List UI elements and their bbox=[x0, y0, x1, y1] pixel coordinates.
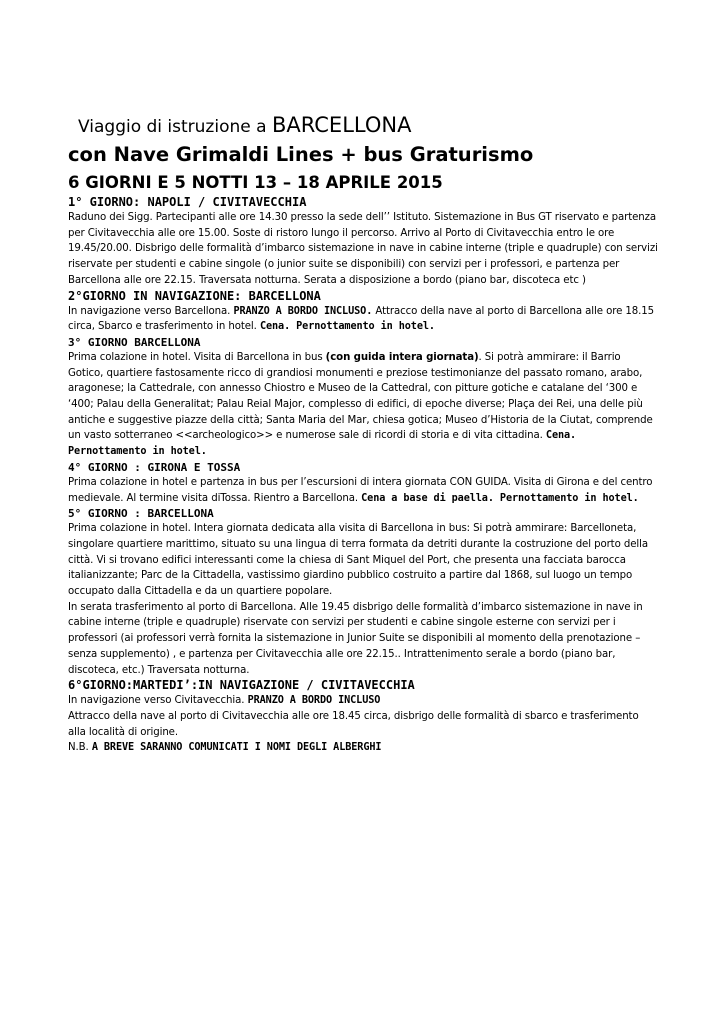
day6-text-2: Attracco della nave al porto di Civitavecchia alle ore 18.45 circa, disbrigo delle formalità di sbarco e trasferimento alla località di origine. bbox=[68, 710, 639, 738]
trip-title-prefix: Viaggio di istruzione a bbox=[78, 117, 272, 137]
day4-dinner-overnight: Cena a base di paella. Pernottamento in hotel. bbox=[361, 492, 639, 504]
day2-heading: 2°GIORNO IN NAVIGAZIONE: BARCELLONA bbox=[68, 288, 321, 303]
trip-subtitle: con Nave Grimaldi Lines + bus Graturismo bbox=[68, 143, 534, 166]
day3-guide-note: (con guida intera giornata) bbox=[325, 351, 479, 363]
day5-text-1: Prima colazione in hotel. Intera giornata dedicata alla visita di Barcellona in bus: Si potrà ammirare: Barcelloneta, singolare quartiere marittimo, situato su una lingua di terra formata da detriti durante la costruzione del porto della città. Vi si trovano edifici interessanti come la chiesa di Sant Miquel del Port, che presenta una facciata barocca italianizzante; Parc de la Cittadella, vastissimo giardino pubblico costruito a partire dal 1868, sul luogo un tempo occupato dalla Cittadella e da un quartiere popolare. bbox=[68, 523, 648, 598]
day6-lunch-included: PRANZO A BORDO INCLUSO bbox=[247, 695, 381, 707]
day3-text-part: Prima colazione in hotel. Visita di Barcellona in bus bbox=[68, 351, 326, 363]
hotel-note bbox=[68, 740, 658, 756]
day2-text-part: Attracco della nave al porto di Barcellona alle ore 18.15 circa, Sbarco e trasferimento in hotel. bbox=[68, 305, 655, 333]
day6-text-part: In navigazione verso Civitavecchia. bbox=[68, 695, 248, 707]
day3-text-part: . Si potrà ammirare: il Barrio Gotico, quartiere fastosamente ricco di grandiosi monumenti e preziose testimonianze del passato romano, arabo, aragonese; la Cattedrale, con annesso Chiostro e Museo de la Cattedral, con pitture gotiche e catalane del ‘300 e ‘400; Palau della Generalitat; Palau Reial Major, complesso di edifici, di epoche diverse; Plaça dei Rei, una delle più antiche e suggestive piazze della città; Santa Maria del Mar, chiesa gotica; Museo d’Historia de la Ciutat, comprende un vasto sotterraneo <<archeologico>> e numerose sale di ricordi di storia e di vita cittadina. bbox=[68, 351, 653, 442]
day6-heading: 6°GIORNO:MARTEDI’:IN NAVIGAZIONE / CIVITAVECCHIA bbox=[68, 678, 415, 693]
day1-text: Raduno dei Sigg. Partecipanti alle ore 14.30 presso la sede dell’’ Istituto. Sistemazione in Bus GT riservato e partenza per Civitavecchia alle ore 15.00. Soste di ristoro lungo il percorso. Arrivo al Porto di Civitavecchia entro le ore 19.45/20.00. Disbrigo delle formalità d’imbarco sistemazione in nave in cabine interne (triple e quadruple) con servizi riservate per studenti e cabine singole (o junior suite se disponibili) con servizi per i professori, e partenza per Barcellona alle ore 22.15. Traversata notturna. Serata a disposizione a bordo (piano bar, discoteca etc ) bbox=[68, 212, 658, 286]
hotel-note-text: A BREVE SARANNO COMUNICATI I NOMI DEGLI ALBERGHI bbox=[91, 742, 382, 754]
trip-dates: 6 GIORNI E 5 NOTTI 13 – 18 APRILE 2015 bbox=[68, 173, 443, 192]
day4-text-part: Prima colazione in hotel e partenza in bus per l’escursioni di intera giornata CON GUIDA. Visita di Girona e del centro medievale. Al termine visita diTossa. Rientro a Barcellona. bbox=[68, 476, 653, 504]
day4-text bbox=[68, 475, 658, 506]
day3-heading: 3° GIORNO BARCELLONA bbox=[68, 335, 201, 349]
day3-dinner-overnight: Cena. Pernottamento in hotel. bbox=[68, 430, 577, 458]
day1-heading: 1° GIORNO: NAPOLI / CIVITAVECCHIA bbox=[68, 195, 307, 209]
document-page bbox=[68, 112, 658, 756]
day3-text bbox=[68, 350, 658, 460]
day2-text-part: In navigazione verso Barcellona. bbox=[68, 305, 234, 317]
hotel-note-prefix: N.B. bbox=[68, 742, 92, 754]
day2-text bbox=[68, 304, 658, 335]
day2-lunch-included: PRANZO A BORDO INCLUSO. bbox=[233, 305, 373, 317]
day2-dinner-overnight: Cena. Pernottamento in hotel. bbox=[259, 321, 435, 333]
day5-text-2: In serata trasferimento al porto di Barcellona. Alle 19.45 disbrigo delle formalità d’imbarco sistemazione in nave in cabine interne (triple e quadruple) riservate con servizi per studenti e cabine singole esterne con servizi per i professori (ai professori verrà fornita la sistemazione in Junior Suite se disponibili al momento della prenotazione – senza supplemento) , e partenza per Civitavecchia alle ore 22.15.. Intrattenimento serale a bordo (piano bar, discoteca, etc.) Traversata notturna. bbox=[68, 601, 643, 676]
day6-text-1 bbox=[68, 693, 658, 709]
trip-title bbox=[78, 112, 658, 140]
day4-heading: 4° GIORNO : GIRONA E TOSSA bbox=[68, 460, 241, 474]
trip-title-city: BARCELLONA bbox=[271, 113, 412, 137]
day5-heading: 5° GIORNO : BARCELLONA bbox=[68, 507, 214, 521]
